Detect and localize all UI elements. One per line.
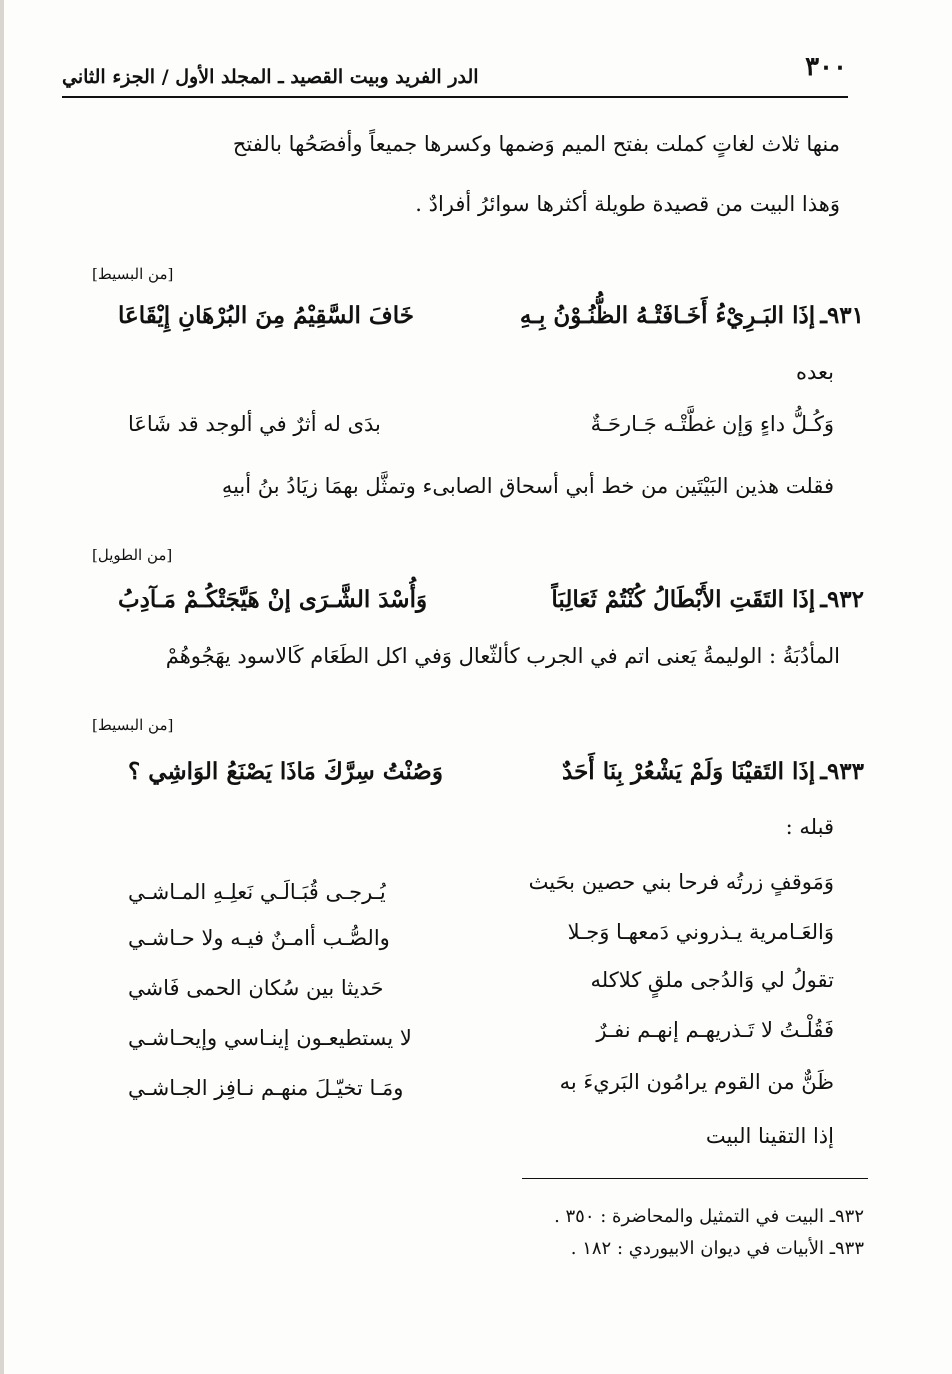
page-edge-shadow [0,0,4,1374]
couplet-left: لا يستطيعـون إينـاسي وإيحـاشـي [128,1026,412,1050]
entry-933-comment: إذا التقينا البيت [705,1124,834,1148]
footnote: ٩٣٢ـ البيت في التمثيل والمحاضرة : ٣٥٠ . [554,1206,864,1227]
verse-number: ٩٣٢ـ [820,586,864,613]
couplet-left: والصُّـب أامـنٌ فيـه ولا حـاشـي [128,926,390,950]
couplet-right: ظَنٌّ من القوم يرامُون البَريءَ به [559,1070,834,1094]
hemistich-right: إذَا البَـرِيْءُ أَخَـافَتْـهُ الظُّنُـوْنُ بِـهِ [519,302,816,329]
verse-932-second-hemistich: وَأُسْدَ الشَّـرَى إنْ هَيَّجَتْكُـمْ مَـآدِبُ [118,586,428,613]
hemistich-right: إذَا التَقيْنَا وَلَمْ يَشْعُرْ بِنَا أَحَدٌ [562,758,816,785]
page-number: ٣٠٠ [805,52,847,82]
intro-line-2: وَهذا البيت من قصيدة طويلة أكثرها سوائرُ أفرادٌ . [415,192,840,216]
couplet-right: وَمَوقفٍ زرتُه فرحا بني حصين بحَيث [528,870,834,894]
footnote-divider [522,1178,868,1179]
verse-931-first-hemistich [520,302,864,329]
hemistich-right: إذَا التَقَتِ الأَبْطَالُ كُنْتُمْ ثَعَالِبَاً [551,586,816,613]
meter-label: [من البسيط] [92,716,174,734]
verse-number: ٩٣١ـ [820,302,864,329]
entry-932-comment: المأدُبَةُ : الوليمةُ يَعنى اتم في الجرب كألثّعال وَفي اكل الطَعَام كَالاسود يهَجُوهُمْ [165,644,840,668]
couplet-right: وَالعَـامرية يـذروني دَمعهـا وَجـلا [567,920,834,944]
header-divider [62,96,848,98]
verse-note: قبله : [785,815,834,839]
footnote: ٩٣٣ـ الأبيات في ديوان الابيوردي : ١٨٢ . [570,1238,864,1259]
couplet-left: حَديثا بين سُكان الحمى فَاشي [128,976,384,1000]
meter-label: [من الطويل] [92,546,173,564]
verse-933-first-hemistich [562,758,864,785]
verse-933-second-hemistich: وَصُنْتُ سِرَّكَ مَاذَا يَصْنَعُ الوَاشِي ؟ [128,758,443,785]
extra-verse-left: بدَى له أثرٌ في ألوجد قد شَاعَا [128,412,381,436]
meter-label: [من البسيط] [92,265,174,283]
couplet-right: تقولُ لي وَالدُجى ملقٍ كلاكله [590,968,834,992]
running-header-title: الدر الفريد وبيت القصيد ـ المجلد الأول / الجزء الثاني [62,66,479,88]
couplet-left: يُـرجـى قُبَـالَـي نَعلِـهِ المـاشـي [128,880,386,904]
verse-932-first-hemistich [551,586,864,613]
intro-line-1: منها ثلاث لغاتٍ كملت بفتح الميم وَضمها وكسرها جميعاً وأفصَحُها بالفتح [232,132,840,156]
verse-note: بعده [795,360,834,384]
couplet-right: فَقُلْـتُ لا تَـذريهـم إنهـم نفـرٌ [596,1018,834,1042]
couplet-left: ومَـا تخيّـلَ منهـم نـافِز الجـاشـي [128,1076,404,1100]
extra-verse-right: وَكُـلُّ داءٍ وَإن غطَّتْـه جَـارحَـةٌ [590,412,834,436]
verse-number: ٩٣٣ـ [820,758,864,785]
verse-931-second-hemistich: خَافَ السَّقِيْمُ مِنَ البُرْهَانِ إِيْقَاعَا [118,302,414,329]
entry-931-comment: فقلت هذين البَيْتَين من خط أبي أسحاق الصابىء وتمثَّل بهمَا زيَادُ بنُ أبيهِ [221,474,834,498]
